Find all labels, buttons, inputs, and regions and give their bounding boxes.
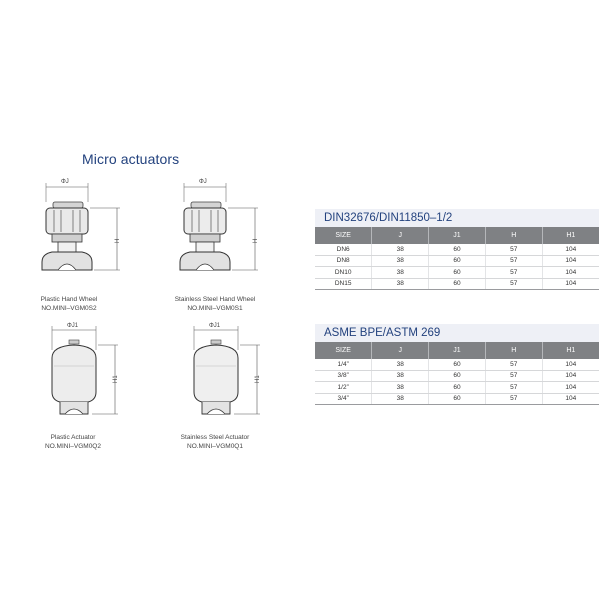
column-header: J1 xyxy=(429,227,486,244)
table-cell: 60 xyxy=(429,267,486,279)
table-cell: 38 xyxy=(372,359,429,370)
table-cell: 38 xyxy=(372,278,429,290)
table-cell: 60 xyxy=(429,393,486,405)
column-header: H xyxy=(485,227,542,244)
table-row xyxy=(315,255,599,267)
table-cell: 60 xyxy=(429,244,486,255)
dimension-label: ΦJ xyxy=(199,179,207,185)
dimension-label: H xyxy=(115,238,121,243)
stainless-hand-wheel-drawing xyxy=(166,170,276,295)
asme-size-table xyxy=(315,324,599,405)
column-header: H1 xyxy=(542,227,599,244)
drawing-caption: Plastic Hand Wheel NO.MINI–VGM0S2 xyxy=(40,296,98,312)
table-cell: 60 xyxy=(429,255,486,267)
table-cell: 57 xyxy=(485,267,542,279)
column-header: H1 xyxy=(542,342,599,359)
table-cell: 38 xyxy=(372,244,429,255)
table-cell: 104 xyxy=(542,244,599,255)
column-header: SIZE xyxy=(315,227,372,244)
page-title: Micro actuators xyxy=(82,151,180,167)
table-cell: 38 xyxy=(372,393,429,405)
stainless-actuator-drawing xyxy=(180,318,280,428)
table-cell: 104 xyxy=(542,255,599,267)
table-cell: 38 xyxy=(372,267,429,279)
table-cell: 104 xyxy=(542,267,599,279)
table-cell: 3/8” xyxy=(315,370,372,382)
table-row xyxy=(315,370,599,382)
table-cell: 60 xyxy=(429,382,486,394)
table-row xyxy=(315,278,599,290)
dimension-label: H1 xyxy=(255,375,261,383)
table-cell: 57 xyxy=(485,370,542,382)
column-header: J xyxy=(372,227,429,244)
spec-table xyxy=(315,227,599,290)
table-cell: 57 xyxy=(485,244,542,255)
dimension-label: H1 xyxy=(113,375,119,383)
table-row xyxy=(315,382,599,394)
table-cell: 38 xyxy=(372,382,429,394)
dimension-label: ΦJ1 xyxy=(67,323,79,329)
table-cell: 104 xyxy=(542,278,599,290)
table-cell: 104 xyxy=(542,393,599,405)
table-cell: 57 xyxy=(485,359,542,370)
table-cell: DN10 xyxy=(315,267,372,279)
dimension-label: ΦJ1 xyxy=(209,323,221,329)
table-cell: 57 xyxy=(485,382,542,394)
table-cell: 57 xyxy=(485,255,542,267)
table-cell: 38 xyxy=(372,370,429,382)
table-cell: 104 xyxy=(542,382,599,394)
table-cell: 1/4” xyxy=(315,359,372,370)
din-size-table xyxy=(315,209,599,290)
table-cell: 57 xyxy=(485,393,542,405)
table-cell: 1/2” xyxy=(315,382,372,394)
table-cell: 60 xyxy=(429,370,486,382)
plastic-actuator-drawing xyxy=(38,318,138,428)
drawing-caption: Plastic Actuator NO.MINI–VGM0Q2 xyxy=(45,434,101,450)
table-cell: DN6 xyxy=(315,244,372,255)
table-row xyxy=(315,393,599,405)
table-cell: 60 xyxy=(429,359,486,370)
spec-table xyxy=(315,342,599,405)
column-header: SIZE xyxy=(315,342,372,359)
column-header: J xyxy=(372,342,429,359)
plastic-hand-wheel-drawing xyxy=(28,170,138,295)
column-header: H xyxy=(485,342,542,359)
table-cell: 57 xyxy=(485,278,542,290)
table-cell: 104 xyxy=(542,359,599,370)
dimension-label: H xyxy=(253,238,259,243)
dimension-label: ΦJ xyxy=(61,179,69,185)
column-header: J1 xyxy=(429,342,486,359)
table-cell: 3/4” xyxy=(315,393,372,405)
table-cell: 60 xyxy=(429,278,486,290)
table-cell: 38 xyxy=(372,255,429,267)
table-title: ASME BPE/ASTM 269 xyxy=(315,324,599,342)
table-cell: DN15 xyxy=(315,278,372,290)
table-row xyxy=(315,244,599,255)
drawing-caption: Stainless Steel Actuator NO.MINI–VGM0Q1 xyxy=(180,434,250,450)
table-cell: 104 xyxy=(542,370,599,382)
table-cell: DN8 xyxy=(315,255,372,267)
table-row xyxy=(315,267,599,279)
drawing-caption: Stainless Steel Hand Wheel NO.MINI–VGM0S1 xyxy=(174,296,256,312)
table-row xyxy=(315,359,599,370)
table-title: DIN32676/DIN11850–1/2 xyxy=(315,209,599,227)
